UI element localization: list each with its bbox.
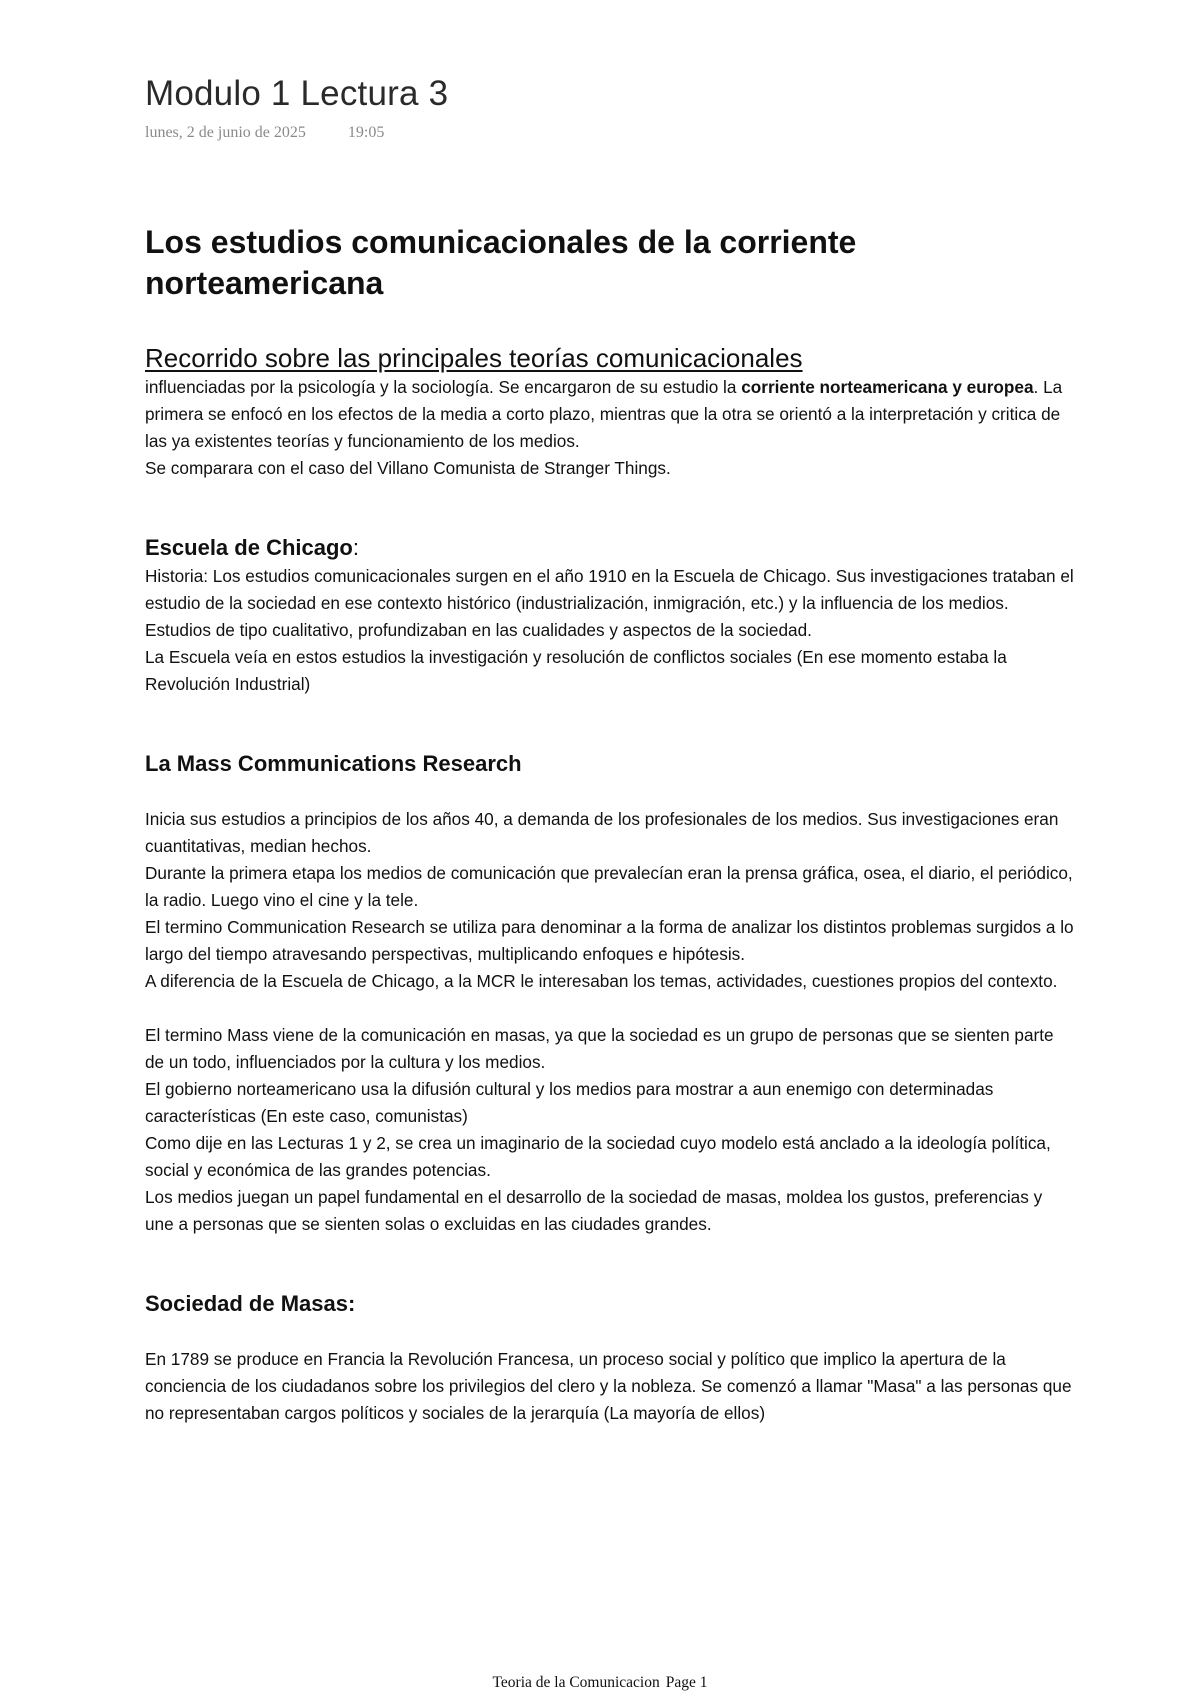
chicago-title: Escuela de Chicago [145, 535, 353, 560]
page-footer [0, 1674, 1200, 1692]
chicago-paragraph-2: La Escuela veía en estos estudios la investigación y resolución de conflictos sociales (En ese momento estaba la Revolución Industrial) [145, 647, 1007, 694]
footer-label: Teoria de la Comunicacion [492, 1674, 660, 1691]
subheading: Recorrido sobre las principales teorías comunicacionales [145, 343, 803, 373]
mcr-paragraph-2: Durante la primera etapa los medios de comunicación que prevalecían eran la prensa gráfica, osea, el diario, el periódico, la radio. Luego vino el cine y la tele. [145, 863, 1073, 910]
section-title-mcr: La Mass Communications Research [145, 751, 522, 776]
chicago-paragraph-1: Historia: Los estudios comunicacionales surgen en el año 1910 en la Escuela de Chicago. Sus investigaciones trataban el estudio de la sociedad en ese contexto histórico (industrialización, inmigración, etc.) y la influencia de los medios. Estudios de tipo cualitativo, profundizaban en las cualidades y aspectos de la sociedad. [145, 566, 1074, 640]
intro-text-bold: corriente norteamericana y europea [741, 377, 1034, 397]
mcr-paragraph-5: El termino Mass viene de la comunicación en masas, ya que la sociedad es un grupo de personas que se sienten parte de un todo, influenciados por la cultura y los medios. [145, 1025, 1054, 1072]
masas-paragraph-1: En 1789 se produce en Francia la Revolución Francesa, un proceso social y político que implico la apertura de la conciencia de los ciudadanos sobre los privilegios del clero y la nobleza. Se comenzó a llamar "Masa" a las personas que no representaban cargos políticos y sociales de la jerarquía (La mayoría de ellos) [145, 1349, 1072, 1423]
intro-text-c: . La primera se enfocó en los efectos de la media a corto plazo, mientras que la otra se orientó a la interpretación y critica de las ya existentes teorías y funcionamiento de los medios. [145, 377, 1063, 451]
footer-page-number: Page 1 [665, 1674, 708, 1691]
note-date: lunes, 2 de junio de 2025 [145, 124, 306, 141]
intro-text-a: influenciadas por la psicología y la sociología. Se encargaron de su estudio la [145, 377, 742, 397]
mcr-paragraph-1: Inicia sus estudios a principios de los años 40, a demanda de los profesionales de los medios. Sus investigaciones eran cuantitativas, median hechos. [145, 809, 1059, 856]
note-meta [145, 124, 1075, 146]
mcr-paragraph-3: El termino Communication Research se utiliza para denominar a la forma de analizar los distintos problemas surgidos a lo largo del tiempo atravesando perspectivas, multiplicando enfoques e hipótesis. [145, 917, 1074, 964]
section-title-masas: Sociedad de Masas: [145, 1291, 356, 1316]
mcr-paragraph-6: El gobierno norteamericano usa la difusión cultural y los medios para mostrar a aun enemigo con determinadas características (En este caso, comunistas) [145, 1079, 994, 1126]
mcr-paragraph-8: Los medios juegan un papel fundamental en el desarrollo de la sociedad de masas, moldea los gustos, preferencias y une a personas que se sienten solas o excluidas en las ciudades grandes. [145, 1187, 1043, 1234]
page-title: Modulo 1 Lectura 3 [145, 74, 449, 113]
intro-paragraph [145, 374, 1075, 455]
note-time: 19:05 [347, 124, 385, 141]
main-heading: Los estudios comunicacionales de la corriente norteamericana [145, 224, 857, 301]
mcr-paragraph-7: Como dije en las Lecturas 1 y 2, se crea un imaginario de la sociedad cuyo modelo está anclado a la ideología política, social y económica de las grandes potencias. [145, 1133, 1051, 1180]
mcr-paragraph-4: A diferencia de la Escuela de Chicago, a la MCR le interesaban los temas, actividades, cuestiones propios del contexto. [145, 971, 1058, 991]
chicago-colon: : [352, 535, 359, 560]
section-title-chicago [145, 533, 1075, 563]
intro-comparison: Se comparara con el caso del Villano Comunista de Stranger Things. [145, 458, 671, 478]
note-page [145, 72, 1075, 1427]
